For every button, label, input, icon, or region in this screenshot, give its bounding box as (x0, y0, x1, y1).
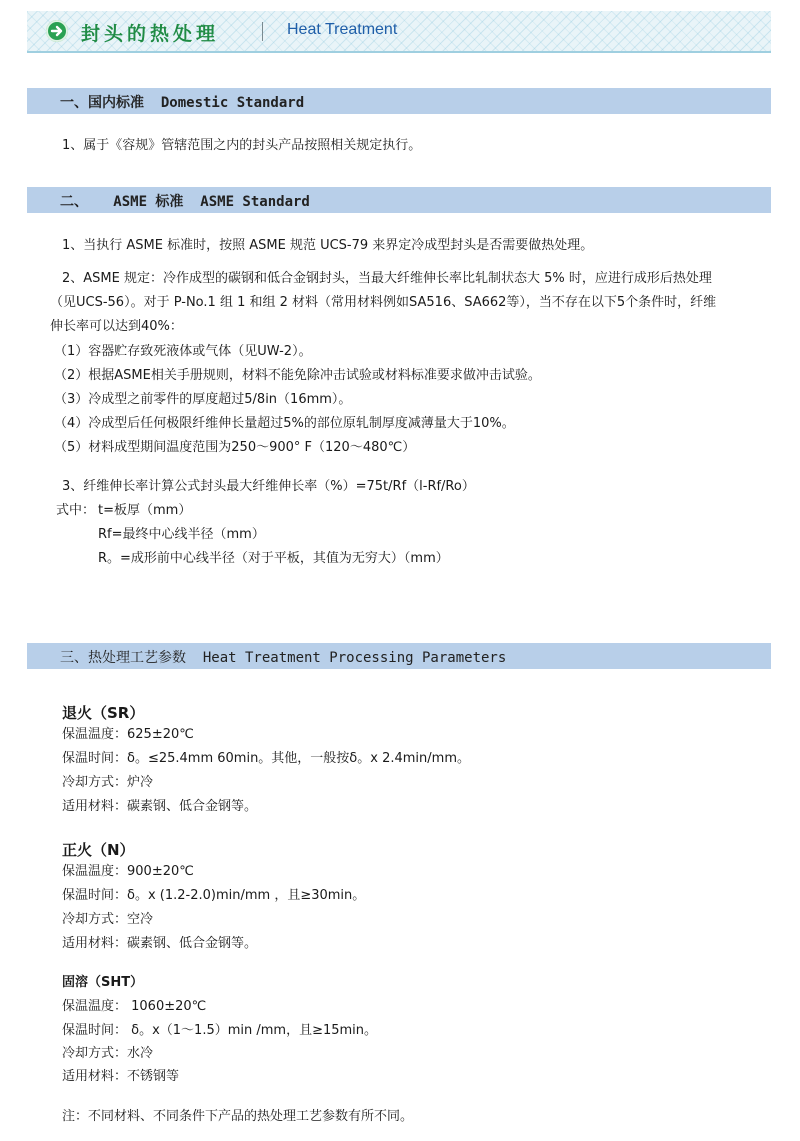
section-asme-standard (27, 187, 771, 213)
condition-1: （1）容器贮存致死液体或气体（见UW-2）。 (54, 344, 312, 359)
asme-paragraph-2-line-3: 伸长率可以达到40%： (50, 319, 183, 334)
condition-5: （5）材料成型期间温度范围为250～900° F（120～480℃） (54, 440, 416, 455)
n-heading: 正火（N） (62, 841, 135, 859)
n-holding-time: 保温时间：δ。x (1.2-2.0)min/mm ，且≥30min。 (62, 888, 366, 903)
elongation-formula: 3、纤维伸长率计算公式封头最大纤维伸长率（%）=75t/Rf（l-Rf/Ro） (62, 479, 475, 494)
asme-paragraph-1: 1、当执行 ASME 标准时，按照 ASME 规范 UCS-79 来界定冷成型封头是否需要做热处理。 (62, 238, 594, 253)
condition-4: （4）冷成型后任何极限纤维伸长量超过5%的部位原轧制厚度减薄量大于10%。 (54, 416, 515, 431)
sht-temperature: 保温温度： 1060±20℃ (62, 999, 207, 1014)
sr-material: 适用材料：碳素钢、低合金钢等。 (62, 799, 258, 814)
arrow-right-circle-icon (46, 20, 68, 42)
sht-heading: 固溶（SHT） (62, 975, 144, 990)
section-heat-treatment-parameters (27, 643, 771, 669)
n-material: 适用材料：碳素钢、低合金钢等。 (62, 936, 258, 951)
formula-where-t: t=板厚（mm） (98, 503, 192, 518)
sr-cooling: 冷却方式：炉冷 (62, 775, 154, 790)
sr-holding-time: 保温时间：δ。≤25.4mm 60min。其他，一般按δ。x 2.4min/mm。 (62, 751, 470, 766)
formula-where-ro: R。=成形前中心线半径（对于平板，其值为无穷大）（mm） (98, 551, 449, 566)
sht-material: 适用材料：不锈钢等 (62, 1069, 180, 1084)
formula-where-rf: Rf=最终中心线半径（mm） (98, 527, 265, 542)
section-domestic-standard (27, 88, 771, 114)
section-title: 一、国内标准 Domestic Standard (60, 95, 305, 111)
sht-holding-time: 保温时间： δ。x（1～1.5）min /mm，且≥15min。 (62, 1023, 378, 1038)
header-divider (262, 22, 263, 41)
sht-cooling: 冷却方式：水冷 (62, 1046, 154, 1061)
n-temperature: 保温温度：900±20℃ (62, 864, 194, 879)
asme-paragraph-2-line-2: （见UCS-56）。对于 P-No.1 组 1 和组 2 材料（常用材料例如SA516、SA662等），当不存在以下5个条件时，纤维 (50, 295, 717, 310)
n-cooling: 冷却方式：空冷 (62, 912, 154, 927)
domestic-item-1: 1、属于《容规》管辖范围之内的封头产品按照相关规定执行。 (62, 138, 422, 153)
footnote: 注：不同材料、不同条件下产品的热处理工艺参数有所不同。 (62, 1109, 414, 1124)
sr-temperature: 保温温度：625±20℃ (62, 727, 194, 742)
sr-heading: 退火（SR） (62, 704, 145, 722)
section-title: 三、热处理工艺参数 Heat Treatment Processing Parameters (60, 650, 507, 666)
page-header (27, 11, 771, 53)
formula-where-label: 式中： (56, 503, 96, 518)
header-title-cn: 封头的热处理 (81, 23, 220, 45)
condition-2: （2）根据ASME相关手册规则，材料不能免除冲击试验或材料标准要求做冲击试验。 (54, 368, 541, 383)
section-title: 二、 ASME 标准 ASME Standard (60, 194, 310, 210)
asme-paragraph-2-line-1: 2、ASME 规定：冷作成型的碳钢和低合金钢封头，当最大纤维伸长率比轧制状态大 5% 时，应进行成形后热处理 (62, 271, 712, 286)
header-title-en: Heat Treatment (287, 21, 398, 38)
condition-3: （3）冷成型之前零件的厚度超过5/8in（16mm）。 (54, 392, 352, 407)
